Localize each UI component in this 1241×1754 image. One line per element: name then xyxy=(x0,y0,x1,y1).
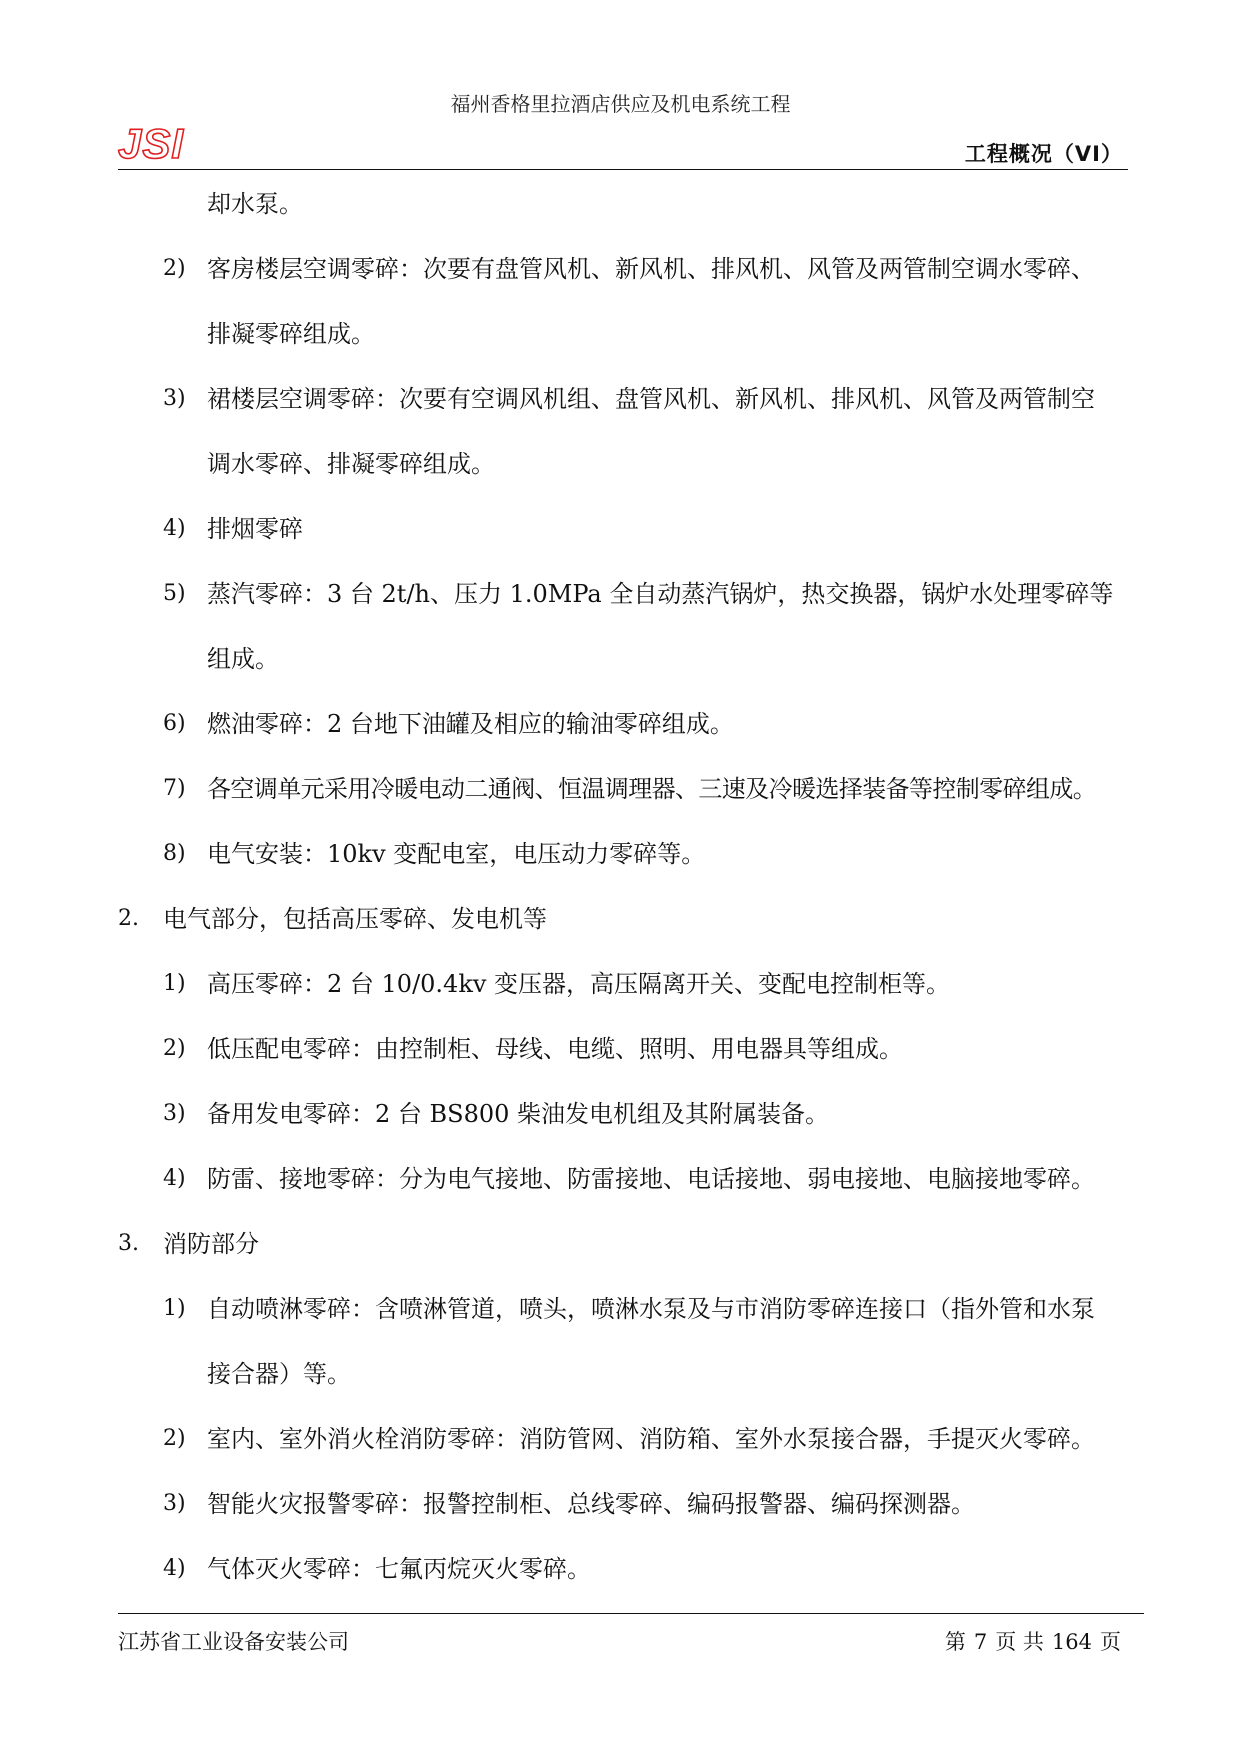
list-item-text-cont: 接合器）等。 xyxy=(207,1360,351,1388)
list-number: 1) xyxy=(163,971,186,996)
list-number: 3) xyxy=(163,386,186,411)
page-mid: 页 共 xyxy=(995,1630,1044,1654)
list-item-text: 排烟零碎 xyxy=(207,515,303,543)
header-rule xyxy=(118,169,1128,170)
page-number: 7 xyxy=(973,1630,988,1654)
list-item-text: 防雷、接地零碎：分为电气接地、防雷接地、电话接地、弱电接地、电脑接地零碎。 xyxy=(207,1165,1095,1193)
list-item-text: 自动喷淋零碎：含喷淋管道，喷头，喷淋水泵及与市消防零碎连接口（指外管和水泵 xyxy=(207,1295,1095,1323)
company-name: 江苏省工业设备安装公司 xyxy=(118,1630,349,1654)
list-number: 3) xyxy=(163,1101,186,1126)
section-number: 2. xyxy=(118,906,139,931)
list-item-text: 智能火灾报警零碎：报警控制柜、总线零碎、编码报警器、编码探测器。 xyxy=(207,1490,975,1518)
list-item-text: 客房楼层空调零碎：次要有盘管风机、新风机、排风机、风管及两管制空调水零碎、 xyxy=(207,255,1095,283)
section-heading: 消防部分 xyxy=(163,1230,259,1258)
jsi-logo: JSI xyxy=(118,120,185,167)
section-label: 工程概况（VI） xyxy=(964,142,1123,166)
section-number: 3. xyxy=(118,1231,139,1256)
page-suffix: 页 xyxy=(1100,1630,1121,1654)
list-item-text: 各空调单元采用冷暖电动二通阀、恒温调理器、三速及冷暖选择装备等控制零碎组成。 xyxy=(207,775,1097,803)
section-heading: 电气部分，包括高压零碎、发电机等 xyxy=(163,905,547,933)
list-item-text: 备用发电零碎：2 台 BS800 柴油发电机组及其附属装备。 xyxy=(207,1100,830,1128)
list-item-text-cont: 调水零碎、排凝零碎组成。 xyxy=(207,450,495,478)
list-item-text: 高压零碎：2 台 10/0.4kv 变压器，高压隔离开关、变配电控制柜等。 xyxy=(207,970,951,998)
list-number: 8) xyxy=(163,841,186,866)
list-number: 4) xyxy=(163,1556,186,1581)
list-item-text: 裙楼层空调零碎：次要有空调风机组、盘管风机、新风机、排风机、风管及两管制空 xyxy=(207,385,1095,413)
document-title: 福州香格里拉酒店供应及机电系统工程 xyxy=(450,92,791,116)
list-item-text: 气体灭火零碎：七氟丙烷灭火零碎。 xyxy=(207,1555,591,1583)
list-number: 6) xyxy=(163,711,186,736)
list-number: 1) xyxy=(163,1296,186,1321)
list-item-text: 燃油零碎：2 台地下油罐及相应的输油零碎组成。 xyxy=(207,710,734,738)
list-item-text-cont: 排凝零碎组成。 xyxy=(207,320,375,348)
list-item-text: 电气安装：10kv 变配电室，电压动力零碎等。 xyxy=(207,840,706,868)
page-indicator xyxy=(941,1626,1125,1656)
list-item-text: 蒸汽零碎：3 台 2t/h、压力 1.0MPa 全自动蒸汽锅炉，热交换器，锅炉水处理零碎等 xyxy=(207,580,1114,608)
list-number: 5) xyxy=(163,581,186,606)
continuation-text: 却水泵。 xyxy=(207,190,303,218)
list-item-text-cont: 组成。 xyxy=(207,645,279,673)
list-number: 2) xyxy=(163,256,186,281)
page-total: 164 xyxy=(1051,1630,1092,1654)
list-number: 2) xyxy=(163,1426,186,1451)
list-number: 4) xyxy=(163,516,186,541)
footer-rule xyxy=(118,1613,1144,1614)
list-number: 7) xyxy=(163,776,186,801)
list-number: 2) xyxy=(163,1036,186,1061)
list-item-text: 低压配电零碎：由控制柜、母线、电缆、照明、用电器具等组成。 xyxy=(207,1035,903,1063)
list-number: 3) xyxy=(163,1491,186,1516)
list-number: 4) xyxy=(163,1166,186,1191)
page-prefix: 第 xyxy=(944,1630,966,1654)
list-item-text: 室内、室外消火栓消防零碎：消防管网、消防箱、室外水泵接合器，手提灭火零碎。 xyxy=(207,1425,1095,1453)
